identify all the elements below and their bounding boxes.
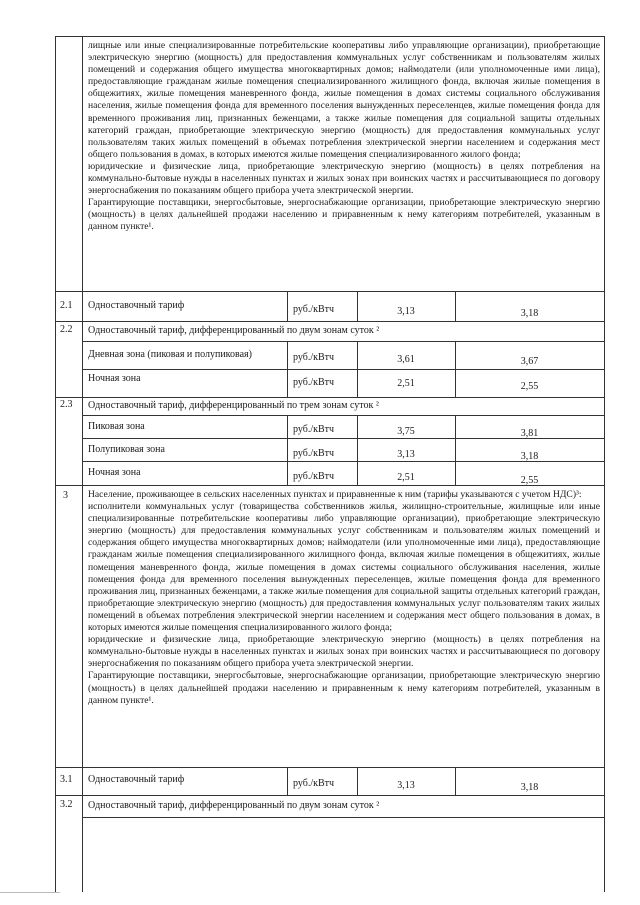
row-divider [55,767,604,768]
tariff-label: Одноставочный тариф [88,774,185,785]
tariff-value-h2: 3,18 [520,782,539,793]
unit-column-divider [287,415,288,485]
row-number: 3 [63,490,68,501]
tariff-value-h1: 2,51 [397,472,415,483]
zone-label: Ночная зона [88,373,141,384]
consumer-categories-text [88,40,600,234]
zone-label: Пиковая зона [88,421,145,432]
row-divider [82,817,604,818]
paragraph: лищные или иные специализированные потребительские кооперативы либо управляющие организации), приобретающие электрическую энергию (мощность) для предоставления коммунальных услуг собственникам и пользователям жилых помещений и содержания общего имущества многоквартирных домов; наймодатели (или уполномоченные ими лица), предоставляющие гражданам жилые помещения специализированного жилищного фонда, включая жилые помещения в общежитиях, жилые помещения маневренного фонда, жилые помещения в домах системы социального обслуживания населения, жилые помещения фонда для временного поселения вынужденных переселенцев, жилые помещения фонда для временного проживания лиц, признанных беженцами, а также жилые помещения для социальной защиты отдельных категорий граждан, приобретающие электрическую энергию (мощность) для предоставления коммунальных услуг пользователям таких жилых помещений в объемах потребления электрической энергии населением и содержания мест общего пользования в домах, в которых имеются жилые помещения специализированного жилого фонда; [88,40,600,160]
row-divider [55,397,604,398]
paragraph: Гарантирующие поставщики, энергосбытовые, энергоснабжающие организации, приобретающие электрическую энергию (мощность) в целях дальнейшей продажи населению и приравненным к нему категориям потребителей, указанным в данном пункте¹. [88,670,600,706]
row-divider [82,415,604,416]
zone-label: Дневная зона (пиковая и полупиковая) [88,349,252,360]
tariff-value-h2: 2,55 [520,475,539,486]
table-border-right [604,36,605,892]
table-border-top [55,36,604,37]
unit-column-divider [287,767,288,795]
unit-label: руб./кВтч [293,778,335,789]
zone-label: Полупиковая зона [88,444,165,455]
row-divider [82,369,604,370]
tariff-label: Одноставочный тариф, дифференцированный по двум зонам суток ² [88,800,380,811]
tariff-label: Одноставочный тариф, дифференцированный по трем зонам суток ² [88,400,379,411]
tariff-value-h2: 3,18 [520,451,539,462]
tariff-value-h1: 2,51 [397,378,415,389]
unit-label: руб./кВтч [293,471,335,482]
unit-label: руб./кВтч [293,352,335,363]
tariff-value-h2: 3,67 [520,356,539,367]
table-border-left [55,36,56,892]
unit-label: руб./кВтч [293,377,335,388]
row-divider [55,291,604,292]
row-divider [55,795,604,796]
tariff-value-h1: 3,75 [397,426,415,437]
paragraph: исполнители коммунальных услуг (товарищества собственников жилья, жилищно-строительные, жилищные или иные специализированные потребительские кооперативы либо управляющие организации), приобретающие электрическую энергию (мощность) для предоставления коммунальных услуг собственникам и пользователям жилых помещений и содержания общего имущества многоквартирных домов; наймодатели (или уполномоченные ими лица), предоставляющие гражданам жилые помещения специализированного жилищного фонда, включая жилые помещения в общежитиях, жилые помещения маневренного фонда, жилые помещения в домах системы социального обслуживания населения, жилые помещения фонда для временного поселения вынужденных переселенцев, жилые помещения фонда для временного проживания лиц, признанных беженцами, а также жилые помещения для социальной защиты отдельных категорий граждан, приобретающие электрическую энергию (мощность) для предоставления коммунальных услуг пользователям таких жилых помещений в объемах потребления электрической энергии населением и содержания мест общего пользования в домах, в которых имеются жилые помещения специализированного жилого фонда; [88,501,600,634]
row-number: 2.3 [60,399,73,410]
tariff-value-h2: 3,81 [520,428,539,439]
unit-label: руб./кВтч [293,304,335,315]
tariff-value-h2: 2,55 [520,381,539,392]
tariff-value-h2: 3,18 [520,308,539,319]
tariff-label: Одноставочный тариф [88,300,185,311]
unit-label: руб./кВтч [293,448,335,459]
tariff-value-h1: 3,61 [397,354,415,365]
tariff-label: Одноставочный тариф, дифференцированный по двум зонам суток ² [88,325,380,336]
row-number: 2.1 [60,300,73,311]
zone-label: Ночная зона [88,467,141,478]
tariff-value-h1: 3,13 [397,780,415,791]
unit-column-divider [287,291,288,321]
row-number: 3.1 [60,774,73,785]
section3-text [88,489,600,707]
tariff-value-h1: 3,13 [397,306,415,317]
paragraph: юридические и физические лица, приобретающие электрическую энергию (мощность) в целях потребления на коммунально-бытовые нужды в населенных пунктах и жилых зонах при воинских частях и рассчитывающиеся по договору энергоснабжения по показаниям общего прибора учета электрической энергии. [88,634,600,670]
row-number: 2.2 [60,324,73,335]
row-divider [82,341,604,342]
paragraph: Население, проживающее в сельских населенных пунктах и приравненные к ним (тарифы указываются с учетом НДС)³: [88,489,582,500]
unit-label: руб./кВтч [293,424,335,435]
scan-edge-mark [0,892,60,893]
row-number: 3.2 [60,799,73,810]
row-divider [55,321,604,322]
tariff-value-h1: 3,13 [397,449,415,460]
paragraph: юридические и физические лица, приобретающие электрическую энергию (мощность) в целях потребления на коммунально-бытовые нужды в населенных пунктах и жилых зонах при воинских частях и рассчитывающиеся по договору энергоснабжения по показаниям общего прибора учета электрической энергии. [88,160,600,197]
paragraph: Гарантирующие поставщики, энергосбытовые, энергоснабжающие организации, приобретающие электрическую энергию (мощность) в целях дальнейшей продажи населению и приравненным к нему категориям потребителей, указанным в данном пункте¹. [88,197,600,233]
number-column-divider [82,36,83,892]
